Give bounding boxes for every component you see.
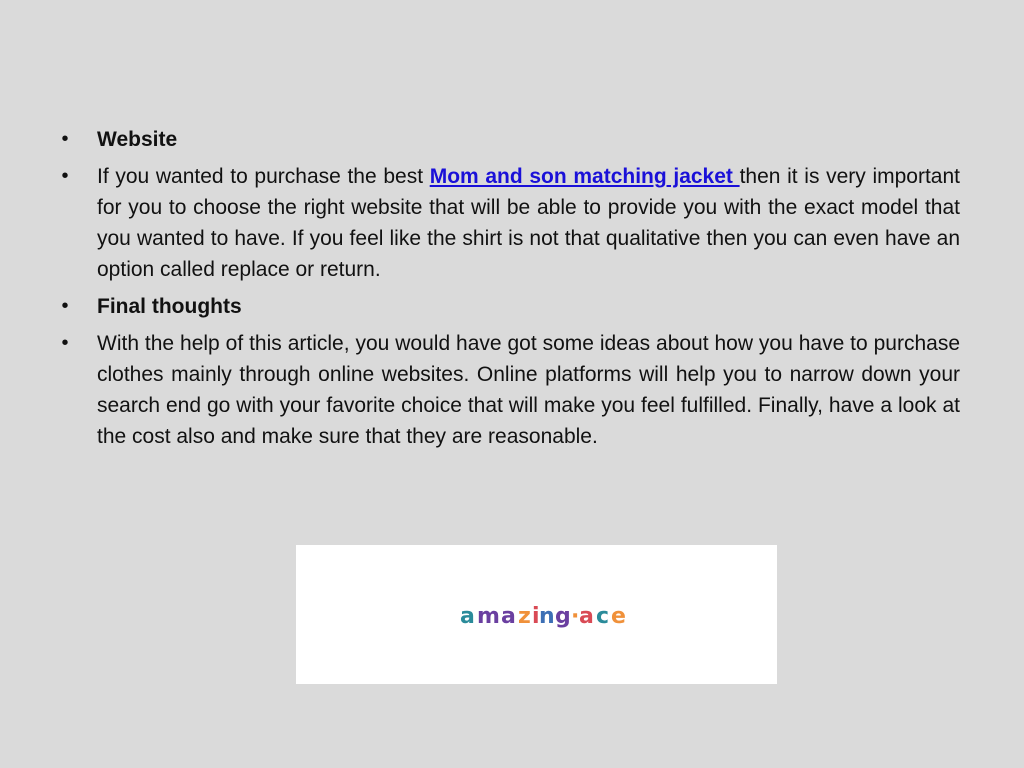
paragraph-text-after-link: then it is very important for you to choose the right website that will be able to provide you with the exact model that you wanted to have. If you feel like the shirt is not that qualitative then you can even have an option called replace or return. bbox=[97, 165, 961, 281]
product-link[interactable]: Mom and son matching jacket bbox=[429, 165, 740, 188]
logo-letter: a bbox=[460, 604, 475, 629]
bullet-dot: • bbox=[61, 165, 69, 187]
bullet-final-thoughts-paragraph bbox=[58, 328, 960, 452]
logo-letter: a bbox=[579, 604, 594, 629]
bullet-dot: • bbox=[61, 295, 69, 317]
bullet-website-paragraph bbox=[58, 161, 960, 285]
logo-letters bbox=[460, 604, 626, 629]
logo-box bbox=[296, 545, 777, 684]
paragraph-text: With the help of this article, you would have got some ideas about how you have to purchase clothes mainly through online websites. Online platforms will help you to narrow down your search end go with your favorite choice that will make you feel fulfilled. Finally, have a look at the cost also and make sure that they are reasonable. bbox=[97, 332, 960, 448]
logo-letter: i bbox=[532, 604, 540, 629]
bullet-final-thoughts-heading bbox=[58, 291, 960, 322]
logo-letter: · bbox=[571, 604, 580, 629]
bullet-list bbox=[58, 124, 960, 452]
logo-letter: g bbox=[555, 604, 571, 629]
bullet-dot: • bbox=[61, 332, 69, 354]
slide-body bbox=[58, 124, 960, 458]
logo-letter: e bbox=[611, 604, 626, 629]
bullet-website-heading bbox=[58, 124, 960, 155]
logo-letter: n bbox=[539, 604, 555, 629]
logo-letter: z bbox=[518, 604, 531, 629]
logo-letter: a bbox=[501, 604, 516, 629]
section-heading-final-thoughts: Final thoughts bbox=[97, 295, 242, 318]
logo-letter: m bbox=[477, 604, 500, 629]
amazing-ace-logo bbox=[296, 545, 777, 684]
logo-letter: c bbox=[596, 604, 610, 629]
paragraph-text-before-link: If you wanted to purchase the best bbox=[97, 165, 430, 188]
section-heading-website: Website bbox=[97, 128, 178, 151]
bullet-dot: • bbox=[61, 128, 69, 150]
